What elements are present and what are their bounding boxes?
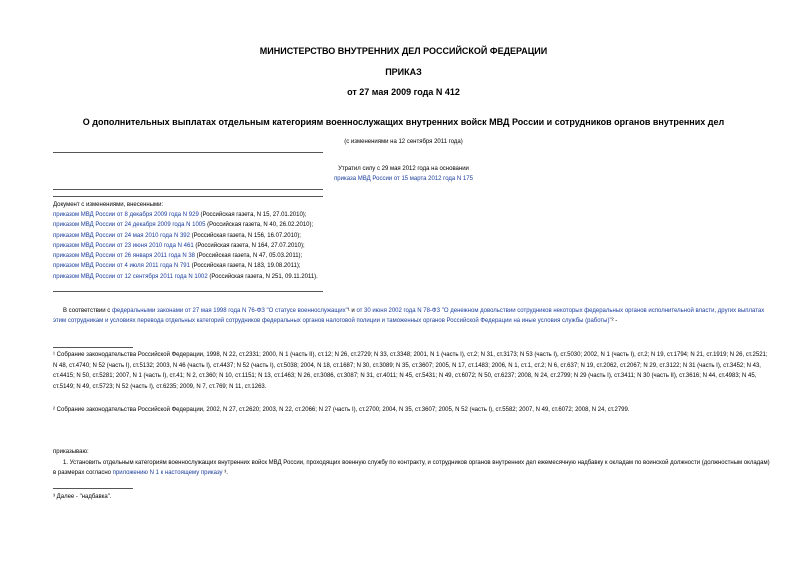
amendment-source: (Российская газета, N 47, 05.03.2011); — [195, 253, 303, 260]
amendment-source: (Российская газета, N 15, 27.01.2010); — [198, 212, 307, 218]
amendment-source: (Российская газета, N 164, 27.07.2010); — [193, 242, 305, 249]
amendment-source: (Российская газета, N 251, 09.11.2011). — [207, 273, 318, 280]
amendment-link[interactable]: приказом МВД России от 24 мая 2010 года N 392 — [53, 232, 190, 239]
document-type: ПРИКАЗ — [385, 67, 422, 77]
preamble-paragraph — [53, 306, 771, 326]
list-item — [53, 253, 318, 263]
footnote-text: Собрание законодательства Российской Федерации, 2002, N 27, ст.2620; 2003, N 22, ст.2066; N 27 (часть I), ст.2700; 2004, N 35, ст.3607; 2005, N 52 (часть I), ст.5582; 2007, N 49, ст.6072; 2008, N 24, ст.2799. — [55, 407, 630, 413]
footnote-mark: ¹ — [53, 352, 55, 358]
divider — [53, 152, 323, 153]
edition-note: (с изменениями на 12 сентября 2011 года) — [344, 139, 463, 145]
amendments-list — [53, 212, 318, 284]
order-word: приказываю: — [53, 449, 89, 455]
federal-law-76-link[interactable]: федеральными законами от 27 мая 1998 года N 76-ФЗ "О статусе военнослужащих" — [111, 308, 348, 314]
footnote-ref: ² — [611, 318, 614, 324]
amendment-link[interactable]: приказом МВД России от 4 июля 2011 года N 791 — [53, 263, 190, 270]
void-notice-link[interactable]: приказа МВД России от 15 марта 2012 года N 175 — [334, 176, 473, 182]
divider — [53, 189, 323, 190]
footnote-ref: ¹ — [347, 308, 350, 314]
footnote-1 — [53, 350, 771, 392]
amendment-link[interactable]: приказом МВД России от 24 декабря 2009 года N 1005 — [53, 222, 206, 229]
list-item — [53, 243, 318, 253]
document-date-number: от 27 мая 2009 года N 412 — [347, 87, 460, 97]
divider — [53, 196, 323, 197]
order-text: 1. Установить отдельным категориям военнослужащих внутренних войск МВД России, проходящих военную службу по контракту, и сотрудников органов внутренних дел ежемесячную надбавку к окладам по воинской должности (должностным окладам) в размерах согласно — [53, 460, 770, 476]
footnote-divider — [53, 488, 133, 489]
preamble-text: В соответствии с — [63, 308, 112, 314]
amendment-source: (Российская газета, N 40, 26.02.2010); — [205, 222, 314, 229]
order-paragraph-1 — [53, 458, 771, 478]
footnote-text: Далее - "надбавка". — [55, 494, 112, 500]
amendment-link[interactable]: приказом МВД России от 26 января 2011 года N 38 — [53, 253, 195, 260]
footnote-ref: ³ — [222, 470, 227, 476]
document-subject: О дополнительных выплатах отдельным категориям военнослужащих внутренних войск МВД России и сотрудников органов внутренних дел — [82, 117, 725, 127]
amendment-source: (Российская газета, N 183, 19.08.2011); — [189, 263, 301, 270]
footnote-2 — [53, 405, 771, 415]
amendment-link[interactable]: приказом МВД России от 12 сентября 2011 года N 1002 — [53, 273, 208, 280]
preamble-text: и — [349, 308, 357, 314]
footnote-divider — [53, 347, 133, 348]
footnote-3 — [53, 492, 771, 502]
order-text: . — [226, 470, 228, 476]
amendment-source: (Российская газета, N 156, 16.07.2010); — [189, 232, 301, 239]
list-item — [53, 263, 318, 273]
footnote-text: Собрание законодательства Российской Федерации, 1998, N 22, ст.2331; 2000, N 1 (часть II), ст.12; N 26, ст.2729; N 33, ст.3348; 2001, N 1 (часть I), ст.2; N 31, ст.3173; N 53 (часть I), ст.5030; 2002, N 1 (часть I), ст.2; N 19, ст.1794; N 21, ст.1919; N 26, ст.2521; N 48, ст.4740; N 52 (часть I), ст.5132; 2003, N 46 (часть I), ст.4437; N 52 (часть I), ст.5038; 2004, N 18, ст.1687; N 30, ст.3089; N 35, ст.3607; 2005, N 17, ст.1483; 2006, N 1, ст.1, ст.2; N 6, ст.637; N 19, ст.2062, ст.2067; N 29, ст.3122; N 31 (часть I), ст.3452; N 43, ст.4415; N 50, ст.5281; 2007, N 1 (часть I), ст.41; N 2, ст.360; N 10, ст.1151; N 13, ст.1463; N 26, ст.3086, ст.3087; N 31, ст.4011; N 45, ст.5431; N 49, ст.6072; N 50, ст.6237; 2008, N 24, ст.2799; N 29 (часть I), ст.3411; N 30 (часть II), ст.3616; N 44, ст.4983; N 45, ст.5149; N 49, ст.5723; N 52 (часть I), ст.6235; 2009, N 7, ст.769; N 11, ст.1263. — [53, 352, 768, 390]
divider — [53, 291, 323, 292]
amendments-heading: Документ с изменениями, внесенными: — [53, 202, 164, 208]
list-item — [53, 274, 318, 284]
list-item — [53, 222, 318, 232]
amendment-link[interactable]: приказом МВД России от 23 июня 2010 года N 461 — [53, 242, 194, 249]
appendix-1-link[interactable]: приложению N 1 к настоящему приказу — [112, 470, 223, 476]
footnote-mark: ² — [53, 407, 55, 413]
federal-law-78-link[interactable]: от 30 июня 2002 года N 78-ФЗ "О денежном довольствии сотрудников некоторых федеральных органов исполнительной власти, других выплатах этим сотрудникам и условиях перевода отдельных категорий сотрудников федеральных органов налоговой полиции и таможенных органов Российской Федерации на иные условия службы (работы)" — [53, 308, 765, 324]
preamble-text: - — [613, 318, 618, 324]
list-item — [53, 233, 318, 243]
ministry-title: МИНИСТЕРСТВО ВНУТРЕННИХ ДЕЛ РОССИЙСКОЙ ФЕДЕРАЦИИ — [259, 46, 548, 56]
list-item — [53, 212, 318, 222]
footnote-mark: ³ — [53, 494, 55, 500]
void-notice-text: Утратил силу с 29 мая 2012 года на основании — [338, 166, 469, 172]
amendment-link[interactable]: приказом МВД России от 8 декабря 2009 года N 929 — [53, 212, 199, 218]
